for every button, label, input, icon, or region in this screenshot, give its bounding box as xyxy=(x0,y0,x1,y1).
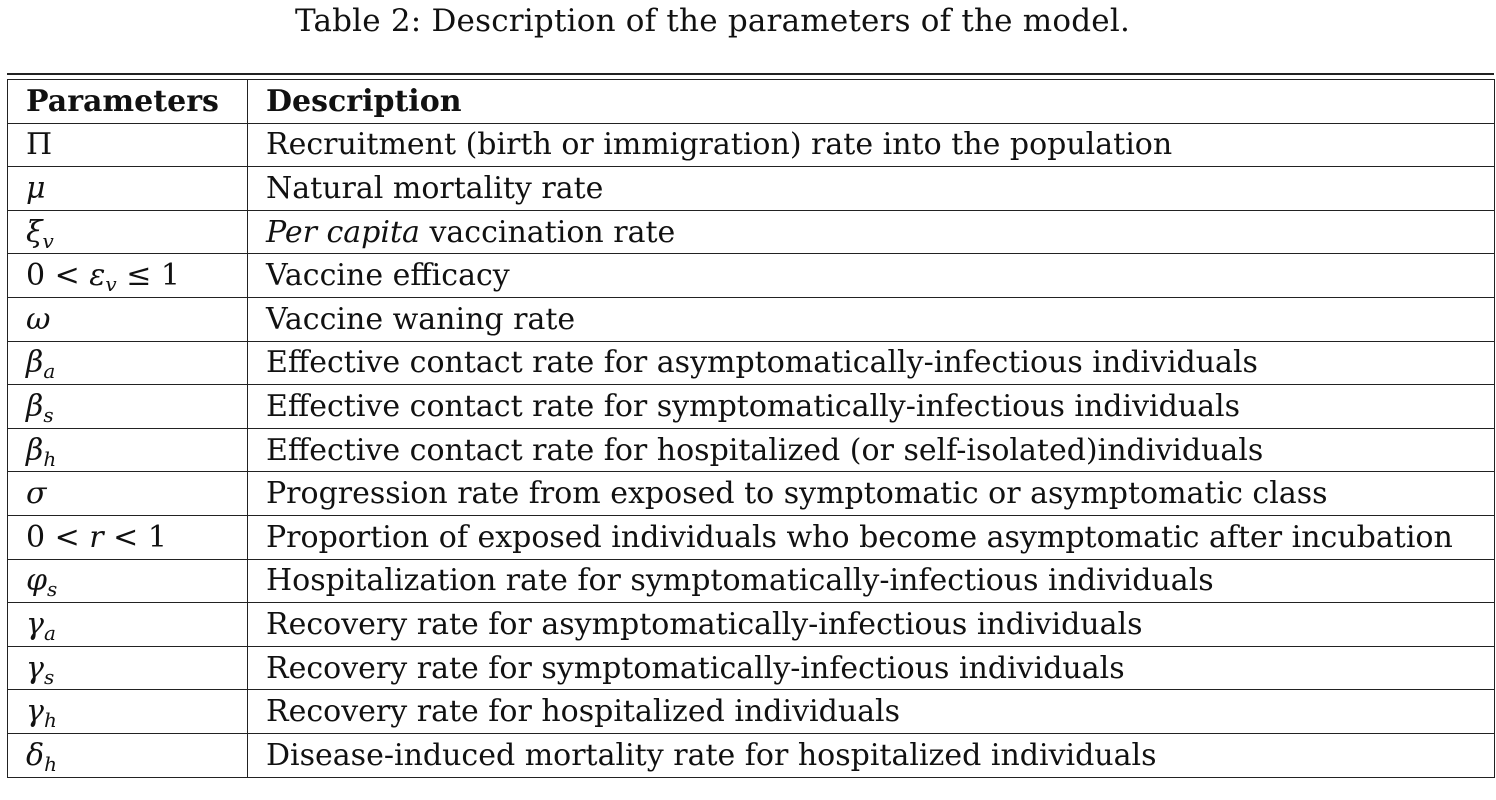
table-row xyxy=(8,515,1495,559)
parameter-subscript: h xyxy=(44,751,57,776)
description-text: Recruitment (birth or immigration) rate into the population xyxy=(266,127,1173,163)
parameter-subscript: h xyxy=(43,446,57,471)
parameter-cell xyxy=(8,297,248,341)
parameter-symbol: ξ xyxy=(26,214,43,250)
parameter-cell xyxy=(8,210,248,254)
parameter-cell xyxy=(8,603,248,647)
table-row xyxy=(8,123,1495,167)
description-cell xyxy=(248,210,1495,254)
description-cell xyxy=(248,733,1495,777)
parameter-subscript: s xyxy=(43,664,55,689)
parameter-cell xyxy=(8,733,248,777)
header-parameters: Parameters xyxy=(8,80,248,124)
table-row xyxy=(8,559,1495,603)
description-emphasis: Per capita xyxy=(266,214,420,250)
description-text: Effective contact rate for symptomatically-infectious individuals xyxy=(266,388,1241,424)
parameter-subscript: v xyxy=(42,228,54,253)
description-text: Recovery rate for hospitalized individuals xyxy=(266,694,901,730)
parameter-symbol: β xyxy=(26,345,44,381)
top-rule xyxy=(7,73,1494,75)
parameter-cell xyxy=(8,559,248,603)
parameter-symbol: δ xyxy=(26,737,45,773)
description-cell xyxy=(248,167,1495,211)
table-row xyxy=(8,167,1495,211)
description-cell xyxy=(248,254,1495,298)
header-description: Description xyxy=(248,80,1495,124)
parameter-prefix: 0 < xyxy=(26,519,90,555)
description-cell xyxy=(248,472,1495,516)
parameter-cell xyxy=(8,690,248,734)
parameter-symbol: γ xyxy=(26,606,44,642)
description-text: Vaccine waning rate xyxy=(266,301,576,337)
parameter-cell xyxy=(8,428,248,472)
parameter-symbol: ε xyxy=(89,258,106,294)
description-text: Vaccine efficacy xyxy=(266,258,510,294)
parameter-symbol: r xyxy=(89,519,104,555)
parameter-symbol: Π xyxy=(26,127,53,163)
table-row xyxy=(8,428,1495,472)
parameter-cell xyxy=(8,341,248,385)
parameter-suffix: ≤ 1 xyxy=(116,258,181,294)
parameter-subscript: a xyxy=(43,359,56,384)
description-text: Recovery rate for asymptomatically-infectious individuals xyxy=(266,606,1143,642)
parameter-subscript: v xyxy=(105,272,117,297)
description-text: Disease-induced mortality rate for hospitalized individuals xyxy=(266,737,1157,773)
description-cell xyxy=(248,646,1495,690)
table-row xyxy=(8,254,1495,298)
description-cell xyxy=(248,515,1495,559)
table-row xyxy=(8,210,1495,254)
parameter-symbol: β xyxy=(26,432,44,468)
parameters-table xyxy=(7,79,1495,778)
table-row xyxy=(8,646,1495,690)
description-cell xyxy=(248,123,1495,167)
description-cell xyxy=(248,341,1495,385)
description-cell xyxy=(248,559,1495,603)
description-cell xyxy=(248,603,1495,647)
table-row xyxy=(8,472,1495,516)
parameter-cell xyxy=(8,123,248,167)
description-text: Hospitalization rate for symptomatically-infectious individuals xyxy=(266,563,1214,599)
parameter-cell xyxy=(8,254,248,298)
parameter-cell xyxy=(8,385,248,429)
parameter-subscript: s xyxy=(47,577,58,602)
parameter-symbol: φ xyxy=(26,563,48,599)
description-text: Recovery rate for symptomatically-infectious individuals xyxy=(266,650,1125,686)
parameter-symbol: γ xyxy=(26,694,44,730)
description-text: Effective contact rate for asymptomatically-infectious individuals xyxy=(266,345,1258,381)
parameter-suffix: < 1 xyxy=(103,519,167,555)
parameter-symbol: γ xyxy=(26,650,44,686)
table-row xyxy=(8,690,1495,734)
parameter-subscript: a xyxy=(43,620,56,645)
parameter-subscript: s xyxy=(43,402,54,427)
description-text: Natural mortality rate xyxy=(266,170,604,206)
table-row xyxy=(8,385,1495,429)
table-row xyxy=(8,603,1495,647)
description-text: Proportion of exposed individuals who become asymptomatic after incubation xyxy=(266,519,1453,555)
description-cell xyxy=(248,297,1495,341)
description-text: Effective contact rate for hospitalized (or self-isolated)individuals xyxy=(266,432,1264,468)
table-row xyxy=(8,297,1495,341)
description-cell xyxy=(248,690,1495,734)
parameter-symbol: σ xyxy=(26,476,47,512)
parameter-cell xyxy=(8,472,248,516)
description-text: Progression rate from exposed to symptomatic or asymptomatic class xyxy=(266,476,1328,512)
description-cell xyxy=(248,385,1495,429)
table-caption: Table 2: Description of the parameters of the model. xyxy=(294,3,1131,39)
parameter-symbol: μ xyxy=(26,170,46,206)
table-row xyxy=(8,733,1495,777)
parameter-cell xyxy=(8,515,248,559)
parameter-cell xyxy=(8,167,248,211)
parameter-symbol: β xyxy=(26,388,44,424)
table-header-row xyxy=(8,80,1495,124)
description-text: vaccination rate xyxy=(419,214,676,250)
parameter-prefix: 0 < xyxy=(26,258,90,294)
parameter-cell xyxy=(8,646,248,690)
table-row xyxy=(8,341,1495,385)
parameter-symbol: ω xyxy=(26,301,51,337)
parameter-subscript: h xyxy=(43,708,57,733)
description-cell xyxy=(248,428,1495,472)
